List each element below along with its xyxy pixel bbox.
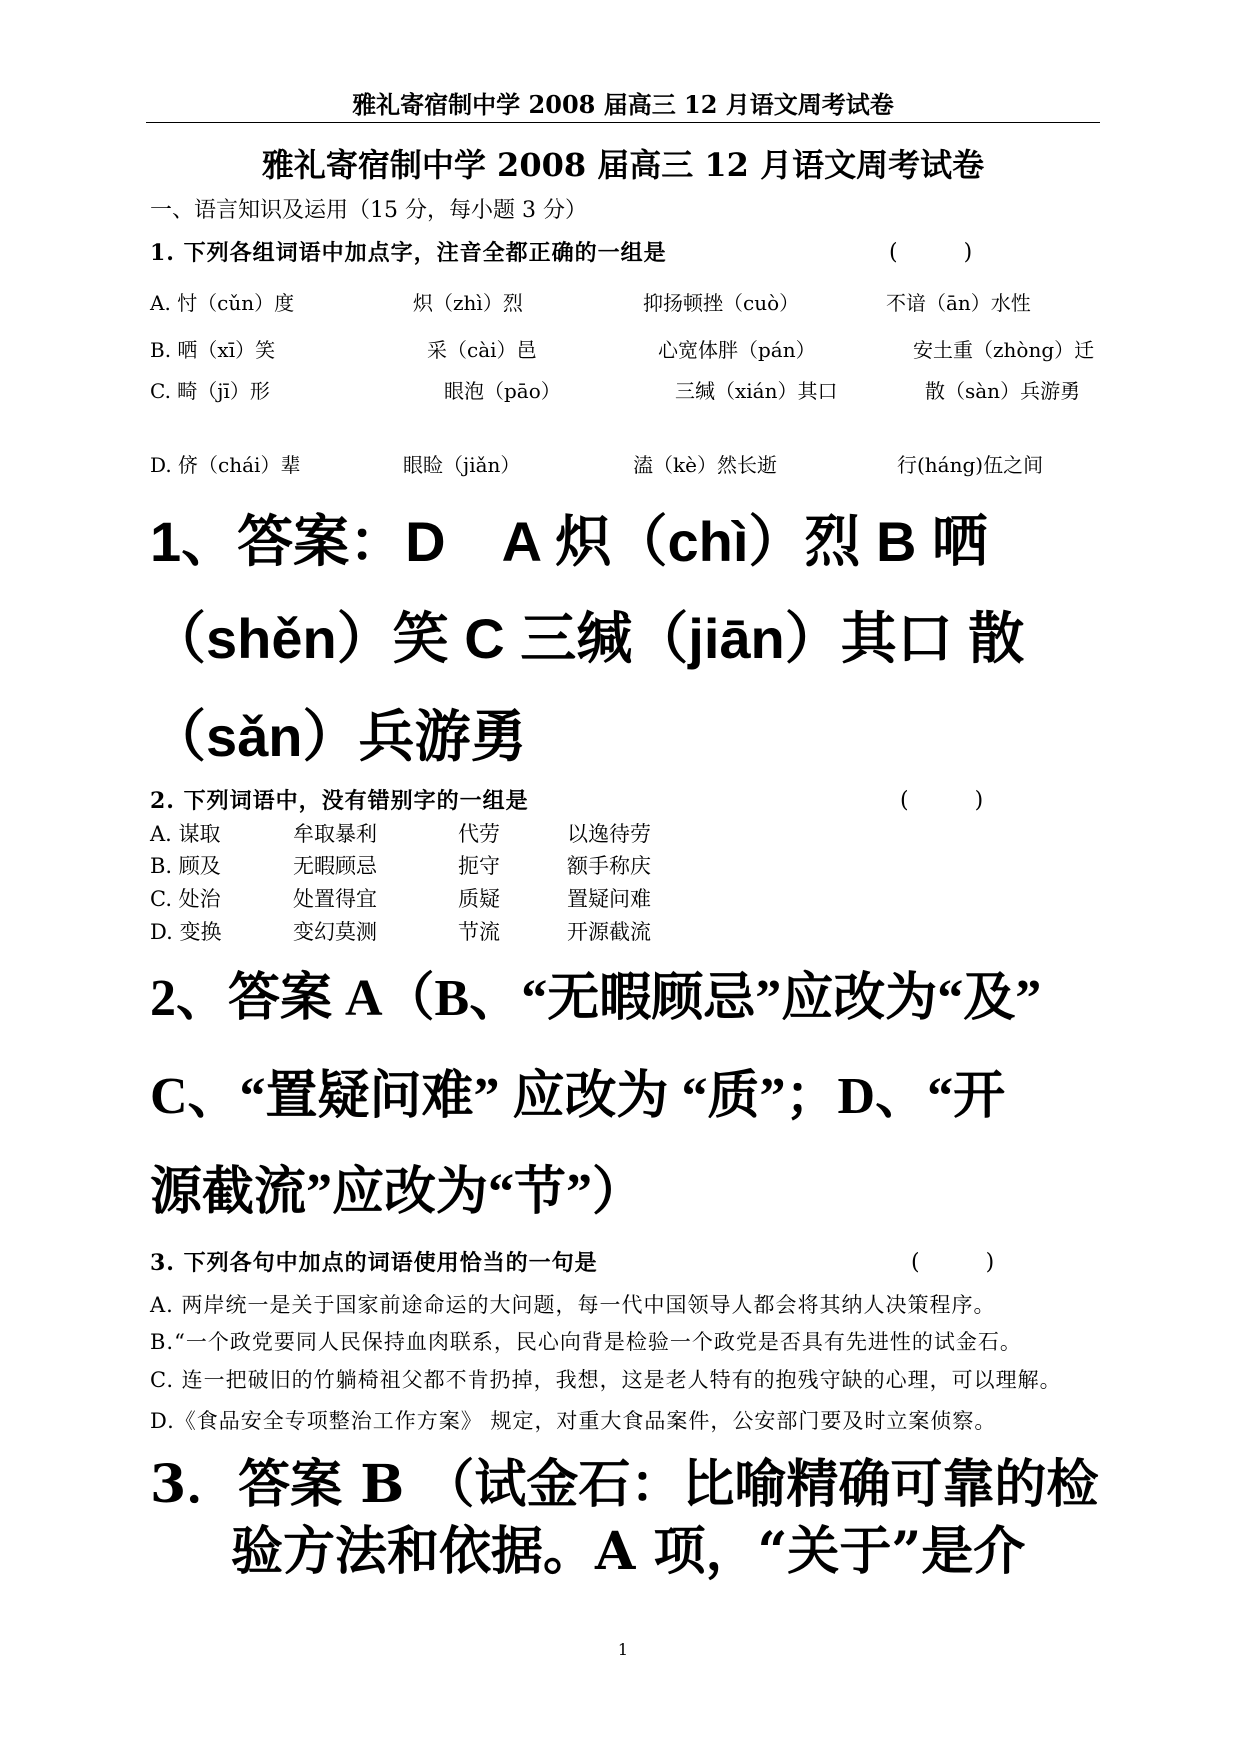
option-cell: 处置得宜 (293, 887, 377, 911)
option-cell: 溘（kè）然长逝 (633, 453, 777, 477)
question-1-option-c (0, 378, 1241, 404)
option-cell: 抑扬顿挫（cuò） (643, 291, 800, 315)
option-cell: C. 处治 (150, 887, 221, 911)
question-3-option-c: C. 连一把破旧的竹躺椅祖父都不肯扔掉，我想，这是老人特有的抱残守缺的心理，可以理解。 (150, 1368, 1062, 1392)
question-1-option-b (0, 337, 1241, 363)
running-header: 雅礼寄宿制中学 2008 届高三 12 月语文周考试卷 (352, 90, 894, 119)
page-title: 雅礼寄宿制中学 2008 届高三 12 月语文周考试卷 (261, 146, 985, 184)
answer-1-line: （sǎn）兵游勇 (150, 705, 527, 768)
option-cell: 以逸待劳 (567, 822, 651, 846)
option-cell: A. 忖（cǔn）度 (150, 291, 295, 315)
answer-2-line: C、“置疑问难” 应改为 “质”；D、“开 (150, 1068, 1006, 1125)
option-cell: 变幻莫测 (293, 920, 377, 944)
question-1-option-a (0, 290, 1241, 316)
option-cell: 行(háng)伍之间 (897, 453, 1044, 477)
option-cell: B. 哂（xī）笑 (150, 338, 276, 362)
section-heading: 一、语言知识及运用（15 分，每小题 3 分） (150, 198, 587, 223)
question-2-stem: 2. 下列词语中，没有错别字的一组是 (150, 788, 529, 814)
option-cell: 心宽体胖（pán） (658, 338, 816, 362)
answer-2-line: 2、答案 A（B、“无暇顾忌”应改为“及” (150, 970, 1042, 1027)
question-3-option-d: D.《食品安全专项整治工作方案》 规定，对重大食品案件，公安部门要及时立案侦察。 (150, 1409, 997, 1433)
question-3-stem: 3. 下列各句中加点的词语使用恰当的一句是 (150, 1250, 598, 1276)
option-cell: 不谙（ān）水性 (886, 291, 1031, 315)
option-cell: 炽（zhì）烈 (413, 291, 523, 315)
option-cell: 节流 (458, 920, 500, 944)
option-cell: 眼泡（pāo） (444, 379, 561, 403)
answer-1-line: （shěn）笑 C 三缄（jiān）其口 散 (150, 607, 1025, 670)
answer-2-line: 源截流”应改为“节”） (150, 1164, 645, 1221)
option-cell: 采（cài）邑 (427, 338, 537, 362)
option-cell: 牟取暴利 (293, 822, 377, 846)
question-1-option-d (0, 452, 1241, 478)
option-cell: 三缄（xián）其口 (675, 379, 838, 403)
question-1-stem: 1. 下列各组词语中加点字，注音全都正确的一组是 (150, 240, 667, 266)
option-cell: 额手称庆 (567, 854, 651, 878)
option-cell: 安土重（zhòng）迁 (913, 338, 1095, 362)
question-2-option-a (0, 821, 1241, 847)
option-cell: 无暇顾忌 (293, 854, 377, 878)
option-cell: 散（sàn）兵游勇 (925, 379, 1081, 403)
question-2-option-d (0, 919, 1241, 945)
answer-1-line: 1、答案：D A 炽（chì）烈 B 哂 (150, 510, 988, 573)
question-3-option-a: A. 两岸统一是关于国家前途命运的大问题，每一代中国领导人都会将其纳人决策程序。 (150, 1293, 996, 1317)
question-2-option-b (0, 853, 1241, 879)
option-cell: 扼守 (458, 854, 500, 878)
option-cell: B. 顾及 (150, 854, 221, 878)
option-cell: 质疑 (458, 887, 500, 911)
page-number: 1 (617, 1640, 629, 1659)
question-3-answer-bracket: ( ) (911, 1250, 995, 1275)
question-2-answer-bracket: ( ) (900, 788, 984, 813)
option-cell: 开源截流 (567, 920, 651, 944)
option-cell: D. 变换 (150, 920, 222, 944)
question-2-option-c (0, 886, 1241, 912)
answer-3-line: 3．答案 B （试金石：比喻精确可靠的检 (150, 1454, 1099, 1515)
answer-3-line: 验方法和依据。A 项，“关于”是介 (231, 1521, 1026, 1582)
option-cell: C. 畸（jī）形 (150, 379, 270, 403)
header-rule (146, 122, 1100, 123)
option-cell: 代劳 (458, 822, 500, 846)
option-cell: 置疑问难 (567, 887, 651, 911)
question-3-option-b: B.“一个政党要同人民保持血肉联系，民心向背是检验一个政党是否具有先进性的试金石。 (150, 1330, 1022, 1354)
option-cell: D. 侪（chái）辈 (150, 453, 301, 477)
option-cell: A. 谋取 (150, 822, 221, 846)
option-cell: 眼睑（jiǎn） (403, 453, 521, 477)
question-1-answer-bracket: ( ) (889, 240, 973, 265)
